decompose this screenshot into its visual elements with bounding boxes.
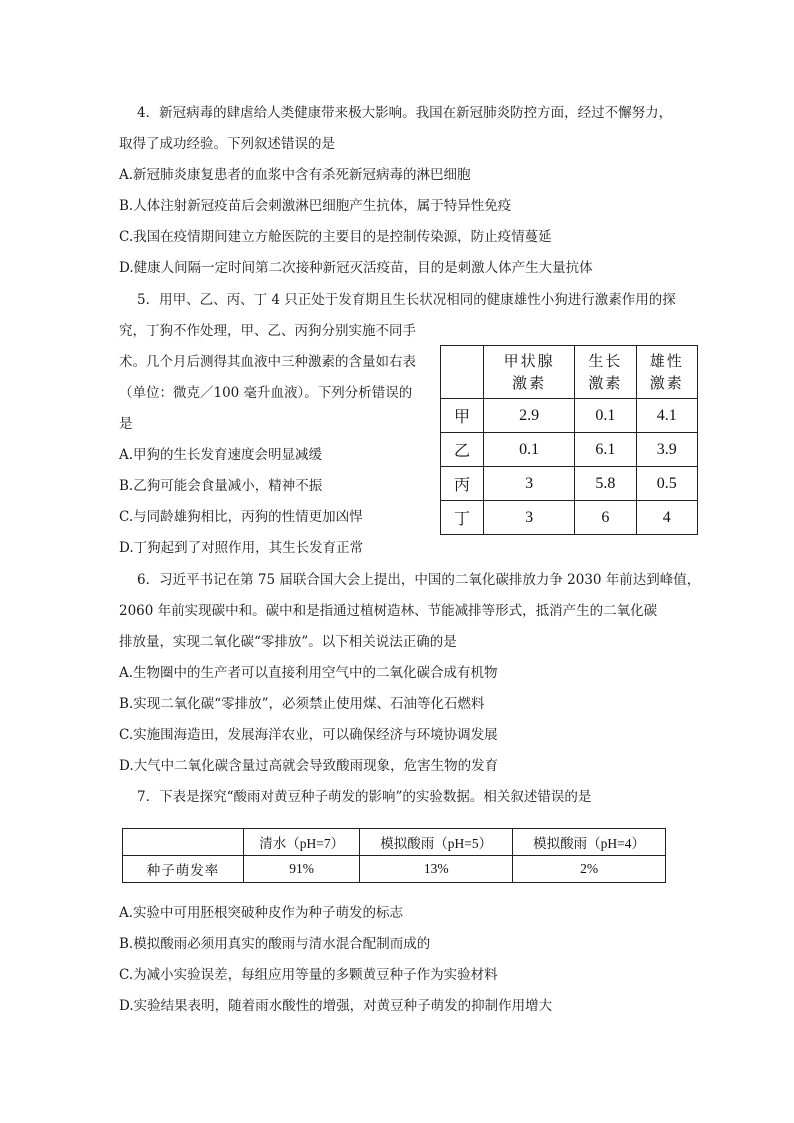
table-cell: 91%: [244, 856, 360, 883]
table-cell: 3.9: [636, 433, 697, 467]
table-cell: 0.1: [575, 399, 636, 433]
header-thyroid: 甲状腺 激素: [484, 346, 575, 399]
table-cell: 0.5: [636, 467, 697, 501]
header-clean-water: 清水（pH=7）: [244, 829, 360, 856]
header-acid-rain-ph5: 模拟酸雨（pH=5）: [360, 829, 513, 856]
table-row: [123, 856, 666, 883]
hormone-table-header: [441, 346, 698, 399]
table-row: [441, 501, 698, 535]
q7-option-c: C.为减小实验误差，每组应用等量的多颗黄豆种子作为实验材料: [119, 967, 498, 983]
q4-option-a: A.新冠肺炎康复患者的血浆中含有杀死新冠病毒的淋巴细胞: [119, 167, 471, 183]
q5-option-a: A.甲狗的生长发育速度会明显减缓: [119, 447, 323, 463]
q5-option-b: B.乙狗可能会食量减小，精神不振: [119, 478, 323, 494]
table-cell: 0.1: [484, 433, 575, 467]
table-cell: 4.1: [636, 399, 697, 433]
table-cell: 3: [484, 467, 575, 501]
table-cell: 2.9: [484, 399, 575, 433]
row-label: 甲: [441, 399, 484, 433]
q6-option-a: A.生物圈中的生产者可以直接利用空气中的二氧化碳合成有机物: [119, 665, 498, 681]
q6-stem-line1: 6．习近平书记在第 75 届联合国大会上提出，中国的二氧化碳排放力争 2030 年前达到峰值，: [137, 572, 701, 588]
header-corner: [441, 346, 484, 399]
q6-option-c: C.实施围海造田，发展海洋农业，可以确保经济与环境协调发展: [119, 727, 498, 743]
row-label: 种子萌发率: [123, 856, 244, 883]
germination-table-header: [123, 829, 666, 856]
q7-option-b: B.模拟酸雨必须用真实的酸雨与清水混合配制而成的: [119, 936, 431, 952]
q5-stem-line1: 5．用甲、乙、丙、丁 4 只正处于发育期且生长状况相同的健康雄性小狗进行激素作用的探: [137, 292, 676, 308]
q5-option-d: D.丁狗起到了对照作用，其生长发育正常: [119, 540, 364, 556]
q5-option-c: C.与同龄雄狗相比，丙狗的性情更加凶悍: [119, 509, 363, 525]
germination-table: [122, 828, 666, 883]
q4-option-d: D.健康人间隔一定时间第二次接种新冠灭活疫苗，目的是刺激人体产生大量抗体: [119, 260, 593, 276]
row-label: 丙: [441, 467, 484, 501]
row-label: 乙: [441, 433, 484, 467]
q7-option-d: D.实验结果表明，随着雨水酸性的增强，对黄豆种子萌发的抑制作用增大: [119, 998, 553, 1014]
q5-stem-line5: 是: [119, 416, 133, 432]
q5-stem-line2: 究，丁狗不作处理，甲、乙、丙狗分别实施不同手: [119, 323, 416, 339]
header-corner: [123, 829, 244, 856]
q4-stem-line2: 取得了成功经验。下列叙述错误的是: [119, 136, 335, 152]
table-cell: 4: [636, 501, 697, 535]
q7-stem-line1: 7．下表是探究“酸雨对黄豆种子萌发的影响”的实验数据。相关叙述错误的是: [137, 789, 592, 805]
header-acid-rain-ph4: 模拟酸雨（pH=4）: [513, 829, 666, 856]
table-row: [441, 433, 698, 467]
table-cell: 5.8: [575, 467, 636, 501]
row-label: 丁: [441, 501, 484, 535]
q6-stem-line2: 2060 年前实现碳中和。碳中和是指通过植树造林、节能减排等形式，抵消产生的二氧化碳: [119, 603, 658, 619]
table-row: [441, 399, 698, 433]
q4-option-c: C.我国在疫情期间建立方舱医院的主要目的是控制传染源，防止疫情蔓延: [119, 229, 552, 245]
table-cell: 6: [575, 501, 636, 535]
table-cell: 3: [484, 501, 575, 535]
hormone-table: [440, 345, 698, 535]
header-androgen: 雄性 激素: [636, 346, 697, 399]
q4-stem-line1: 4．新冠病毒的肆虐给人类健康带来极大影响。我国在新冠肺炎防控方面，经过不懈努力，: [137, 105, 673, 121]
header-growth: 生长 激素: [575, 346, 636, 399]
q6-stem-line3: 排放量，实现二氧化碳“零排放”。以下相关说法正确的是: [119, 634, 457, 650]
q7-option-a: A.实验中可用胚根突破种皮作为种子萌发的标志: [119, 905, 404, 921]
table-cell: 13%: [360, 856, 513, 883]
q5-stem-line4: （单位：微克／100 毫升血液）。下列分析错误的: [119, 385, 413, 401]
table-cell: 6.1: [575, 433, 636, 467]
q4-option-b: B.人体注射新冠疫苗后会刺激淋巴细胞产生抗体，属于特异性免疫: [119, 198, 512, 214]
q5-stem-line3: 术。几个月后测得其血液中三种激素的含量如右表: [119, 354, 416, 370]
q6-option-d: D.大气中二氧化碳含量过高就会导致酸雨现象，危害生物的发育: [119, 758, 499, 774]
q6-option-b: B.实现二氧化碳“零排放”，必须禁止使用煤、石油等化石燃料: [119, 696, 485, 712]
table-cell: 2%: [513, 856, 666, 883]
table-row: [441, 467, 698, 501]
